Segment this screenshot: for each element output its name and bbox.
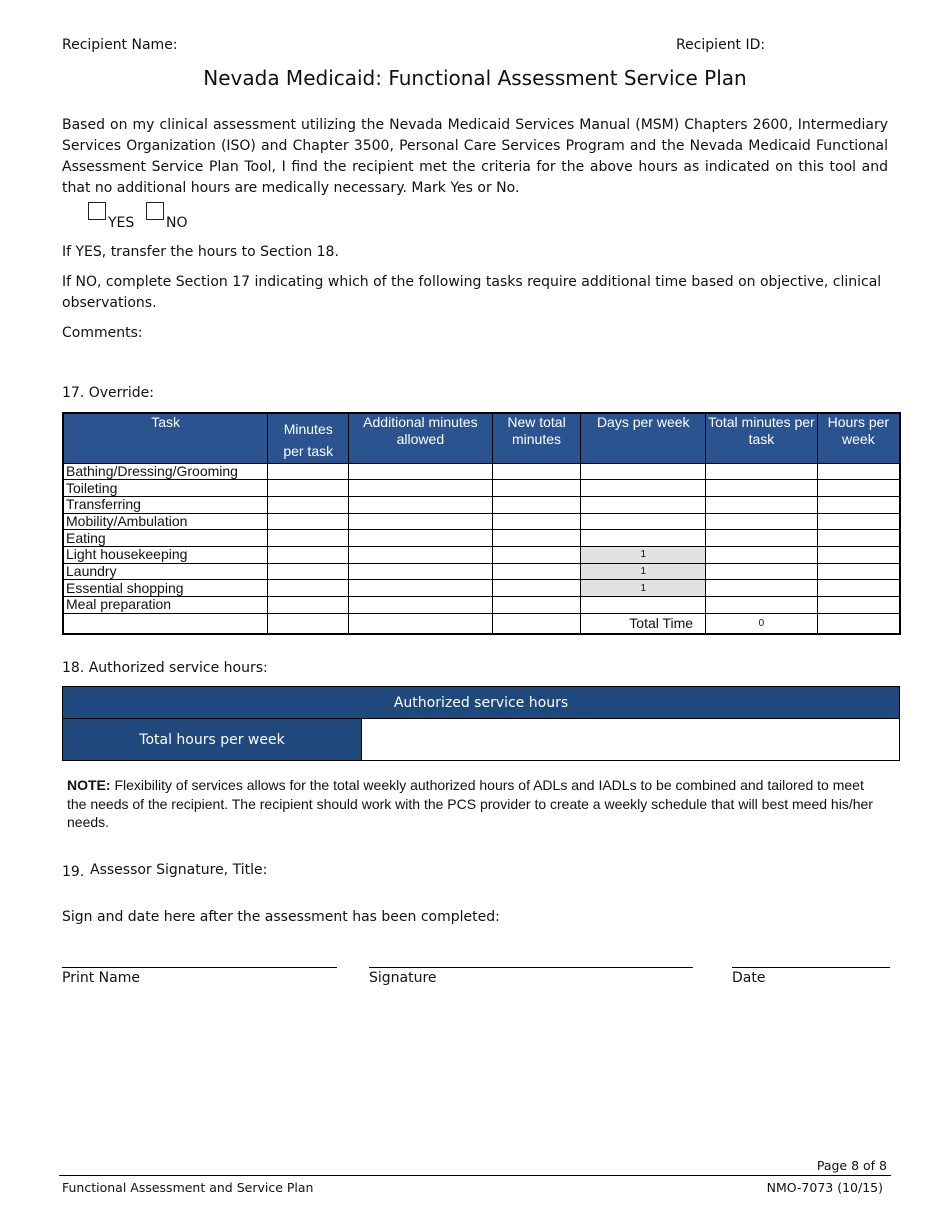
minutes-cell[interactable] bbox=[268, 597, 349, 614]
new-total-cell[interactable] bbox=[492, 580, 581, 597]
total-minutes-cell[interactable] bbox=[706, 480, 818, 497]
total-minutes-cell[interactable] bbox=[706, 496, 818, 513]
new-total-cell[interactable] bbox=[492, 513, 581, 530]
additional-cell[interactable] bbox=[349, 513, 493, 530]
task-name: Transferring bbox=[63, 496, 268, 513]
note-label: NOTE: bbox=[67, 777, 111, 793]
hours-cell[interactable] bbox=[817, 580, 900, 597]
days-cell[interactable] bbox=[581, 597, 706, 614]
total-minutes-cell[interactable] bbox=[706, 546, 818, 563]
total-empty-cell bbox=[268, 613, 349, 634]
total-time-value[interactable]: 0 bbox=[706, 613, 818, 634]
days-cell[interactable]: 1 bbox=[581, 563, 706, 580]
override-table bbox=[62, 412, 901, 635]
hours-cell[interactable] bbox=[817, 480, 900, 497]
footer-left: Functional Assessment and Service Plan bbox=[62, 1180, 314, 1195]
table-row bbox=[63, 530, 900, 547]
col-minutes-line2: per task bbox=[283, 443, 334, 459]
date-line[interactable] bbox=[732, 967, 890, 968]
authorized-hours-table bbox=[62, 686, 900, 761]
minutes-cell[interactable] bbox=[268, 580, 349, 597]
minutes-cell[interactable] bbox=[268, 530, 349, 547]
note-body: Flexibility of services allows for the total weekly authorized hours of ADLs and IADLs to be combined and tailored to meet the needs of the recipient. The recipient should work with the PCS provider to create a weekly schedule that will best meed his/her needs. bbox=[67, 777, 873, 830]
sign-instruction: Sign and date here after the assessment has been completed: bbox=[62, 909, 500, 925]
total-hours-per-week-field[interactable] bbox=[362, 719, 900, 761]
minutes-cell[interactable] bbox=[268, 463, 349, 480]
task-name: Toileting bbox=[63, 480, 268, 497]
new-total-cell[interactable] bbox=[492, 496, 581, 513]
override-heading: 17. Override: bbox=[62, 385, 155, 401]
total-minutes-cell[interactable] bbox=[706, 530, 818, 547]
minutes-cell[interactable] bbox=[268, 563, 349, 580]
new-total-cell[interactable] bbox=[492, 480, 581, 497]
table-row bbox=[63, 463, 900, 480]
new-total-cell[interactable] bbox=[492, 530, 581, 547]
hours-cell[interactable] bbox=[817, 546, 900, 563]
days-cell[interactable]: 1 bbox=[581, 546, 706, 563]
additional-cell[interactable] bbox=[349, 597, 493, 614]
minutes-cell[interactable] bbox=[268, 496, 349, 513]
total-minutes-cell[interactable] bbox=[706, 513, 818, 530]
total-row bbox=[63, 613, 900, 634]
yes-checkbox[interactable] bbox=[88, 202, 106, 220]
hours-cell[interactable] bbox=[817, 530, 900, 547]
hours-cell[interactable] bbox=[817, 463, 900, 480]
new-total-cell[interactable] bbox=[492, 563, 581, 580]
footer-divider bbox=[59, 1175, 891, 1176]
total-minutes-cell[interactable] bbox=[706, 463, 818, 480]
table-row bbox=[63, 546, 900, 563]
if-no-instruction: If NO, complete Section 17 indicating which of the following tasks require additional time based on objective, clinical observations. bbox=[62, 274, 882, 311]
col-new-total-minutes: New total minutes bbox=[492, 413, 581, 463]
hours-cell[interactable] bbox=[817, 597, 900, 614]
total-minutes-cell[interactable] bbox=[706, 580, 818, 597]
page-number: Page 8 of 8 bbox=[816, 1158, 887, 1173]
col-hours-per-week: Hours per week bbox=[817, 413, 900, 463]
signature-label: Signature bbox=[369, 970, 437, 986]
intro-paragraph: Based on my clinical assessment utilizing the Nevada Medicaid Services Manual (MSM) Chapters 2600, Intermediary Services Organization (ISO) and Chapter 3500, Personal Care Services Program and the Nevada Medicaid Functional Assessment Service Plan Tool, I find the recipient met the criteria for the above hours as indicated on this tool and that no additional hours are medically necessary. Mark Yes or No. bbox=[62, 117, 888, 196]
additional-cell[interactable] bbox=[349, 546, 493, 563]
additional-cell[interactable] bbox=[349, 480, 493, 497]
no-label: NO bbox=[166, 215, 188, 231]
minutes-cell[interactable] bbox=[268, 546, 349, 563]
col-total-minutes-per-task: Total minutes per task bbox=[706, 413, 818, 463]
total-empty-cell bbox=[492, 613, 581, 634]
hours-cell[interactable] bbox=[817, 496, 900, 513]
additional-cell[interactable] bbox=[349, 580, 493, 597]
days-cell[interactable] bbox=[581, 530, 706, 547]
additional-cell[interactable] bbox=[349, 563, 493, 580]
page-title: Nevada Medicaid: Functional Assessment Service Plan bbox=[203, 66, 747, 90]
col-additional-minutes: Additional minutes allowed bbox=[349, 413, 493, 463]
section-19-number: 19. bbox=[62, 864, 85, 880]
hours-cell[interactable] bbox=[817, 513, 900, 530]
new-total-cell[interactable] bbox=[492, 546, 581, 563]
no-checkbox[interactable] bbox=[146, 202, 164, 220]
table-row bbox=[63, 480, 900, 497]
total-empty-cell bbox=[63, 613, 268, 634]
new-total-cell[interactable] bbox=[492, 463, 581, 480]
additional-cell[interactable] bbox=[349, 530, 493, 547]
task-name: Light housekeeping bbox=[63, 546, 268, 563]
new-total-cell[interactable] bbox=[492, 597, 581, 614]
col-minutes-line1: Minutes bbox=[283, 421, 333, 437]
col-minutes-per-task bbox=[268, 413, 349, 463]
task-name: Eating bbox=[63, 530, 268, 547]
date-label: Date bbox=[732, 970, 766, 986]
minutes-cell[interactable] bbox=[268, 513, 349, 530]
task-name: Mobility/Ambulation bbox=[63, 513, 268, 530]
if-yes-instruction: If YES, transfer the hours to Section 18. bbox=[62, 244, 339, 260]
days-cell[interactable]: 1 bbox=[581, 580, 706, 597]
authorized-heading: 18. Authorized service hours: bbox=[62, 660, 268, 676]
minutes-cell[interactable] bbox=[268, 480, 349, 497]
task-name: Laundry bbox=[63, 563, 268, 580]
recipient-id-label: Recipient ID: bbox=[676, 37, 766, 53]
assessor-signature-heading: Assessor Signature, Title: bbox=[90, 862, 268, 878]
total-minutes-cell[interactable] bbox=[706, 563, 818, 580]
total-hours-cell[interactable] bbox=[817, 613, 900, 634]
yes-label: YES bbox=[108, 215, 135, 231]
additional-cell[interactable] bbox=[349, 463, 493, 480]
table-row bbox=[63, 563, 900, 580]
total-time-label: Total Time bbox=[581, 613, 706, 634]
task-name: Meal preparation bbox=[63, 597, 268, 614]
authorized-hours-header: Authorized service hours bbox=[63, 687, 900, 719]
print-name-label: Print Name bbox=[62, 970, 140, 986]
total-hours-per-week-label: Total hours per week bbox=[63, 719, 362, 761]
table-row bbox=[63, 513, 900, 530]
hours-cell[interactable] bbox=[817, 563, 900, 580]
days-cell[interactable] bbox=[581, 496, 706, 513]
note-text bbox=[67, 776, 887, 832]
total-empty-cell bbox=[349, 613, 493, 634]
task-name: Bathing/Dressing/Grooming bbox=[63, 463, 268, 480]
days-cell[interactable] bbox=[581, 463, 706, 480]
table-row bbox=[63, 580, 900, 597]
additional-cell[interactable] bbox=[349, 496, 493, 513]
total-minutes-cell[interactable] bbox=[706, 597, 818, 614]
col-days-per-week: Days per week bbox=[581, 413, 706, 463]
days-cell[interactable] bbox=[581, 480, 706, 497]
table-row bbox=[63, 496, 900, 513]
col-task: Task bbox=[63, 413, 268, 463]
print-name-line[interactable] bbox=[62, 967, 337, 968]
recipient-name-label: Recipient Name: bbox=[62, 37, 178, 53]
form-number: NMO-7073 (10/15) bbox=[766, 1180, 883, 1195]
comments-label: Comments: bbox=[62, 325, 143, 341]
days-cell[interactable] bbox=[581, 513, 706, 530]
table-row bbox=[63, 597, 900, 614]
task-name: Essential shopping bbox=[63, 580, 268, 597]
signature-line[interactable] bbox=[369, 967, 693, 968]
